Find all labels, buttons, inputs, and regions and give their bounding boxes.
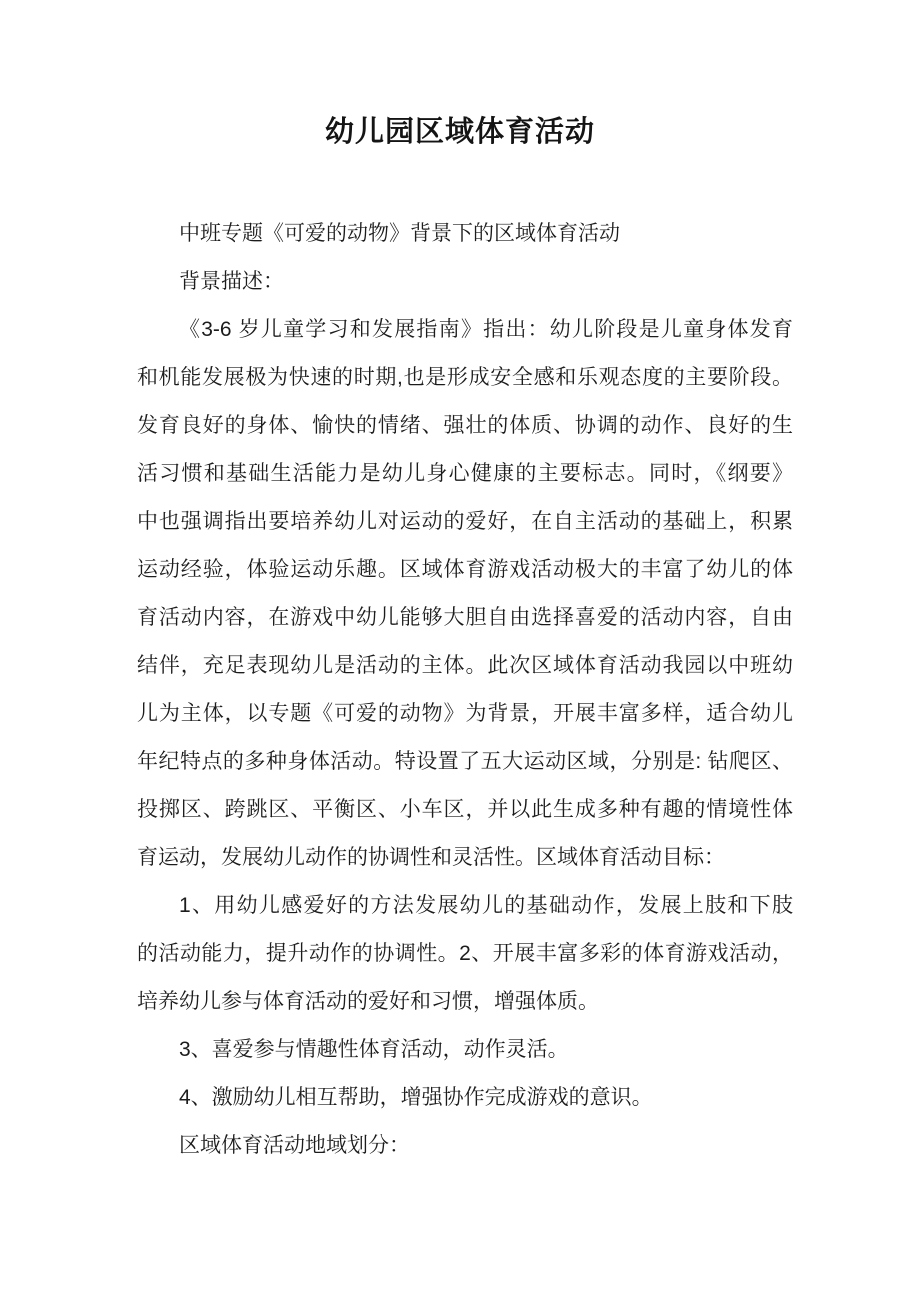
text-line: 活习惯和基础生活能力是幼儿身心健康的主要标志。同时，《纲要》 — [137, 462, 793, 485]
document-body — [137, 210, 793, 1170]
text-line: 结伴，充足表现幼儿是活动的主体。此次区域体育活动我园以中班幼 — [137, 654, 793, 677]
text-line: 育活动内容，在游戏中幼儿能够大胆自由选择喜爱的活动内容，自由 — [137, 606, 793, 629]
text-line: 中班专题《可爱的动物》背景下的区域体育活动 — [179, 222, 620, 245]
text-line: 投掷区、跨跳区、平衡区、小车区，并以此生成多种有趣的情境性体 — [137, 798, 793, 821]
text-line: 中也强调指出要培养幼儿对运动的爱好，在自主活动的基础上，积累 — [137, 510, 793, 533]
text-line: 育运动，发展幼儿动作的协调性和灵活性。区域体育活动目标： — [137, 846, 725, 869]
text-line: 区域体育活动地域划分： — [179, 1134, 410, 1157]
text-line: 背景描述： — [179, 270, 284, 293]
text-line: 和机能发展极为快速的时期,也是形成安全感和乐观态度的主要阶段。 — [137, 366, 793, 389]
text-line: 4、激励幼儿相互帮助，增强协作完成游戏的意识。 — [179, 1086, 653, 1109]
text-line: 发育良好的身体、愉快的情绪、强壮的体质、协调的动作、良好的生 — [137, 414, 793, 437]
text-line: 《3-6 岁儿童学习和发展指南》指出：幼儿阶段是儿童身体发育 — [179, 318, 793, 341]
text-line: 儿为主体，以专题《可爱的动物》为背景，开展丰富多样，适合幼儿 — [137, 702, 793, 725]
text-line: 运动经验，体验运动乐趣。区域体育游戏活动极大的丰富了幼儿的体 — [137, 558, 793, 581]
text-line: 年纪特点的多种身体活动。特设置了五大运动区域，分别是: 钻爬区、 — [137, 750, 793, 773]
text-line: 1、用幼儿感爱好的方法发展幼儿的基础动作，发展上肢和下肢 — [179, 894, 793, 917]
text-line: 培养幼儿参与体育活动的爱好和习惯，增强体质。 — [137, 990, 599, 1013]
document-title: 幼儿园区域体育活动 — [324, 116, 595, 148]
text-line: 的活动能力，提升动作的协调性。2、开展丰富多彩的体育游戏活动， — [137, 942, 793, 965]
text-line: 3、喜爱参与情趣性体育活动，动作灵活。 — [179, 1038, 569, 1061]
